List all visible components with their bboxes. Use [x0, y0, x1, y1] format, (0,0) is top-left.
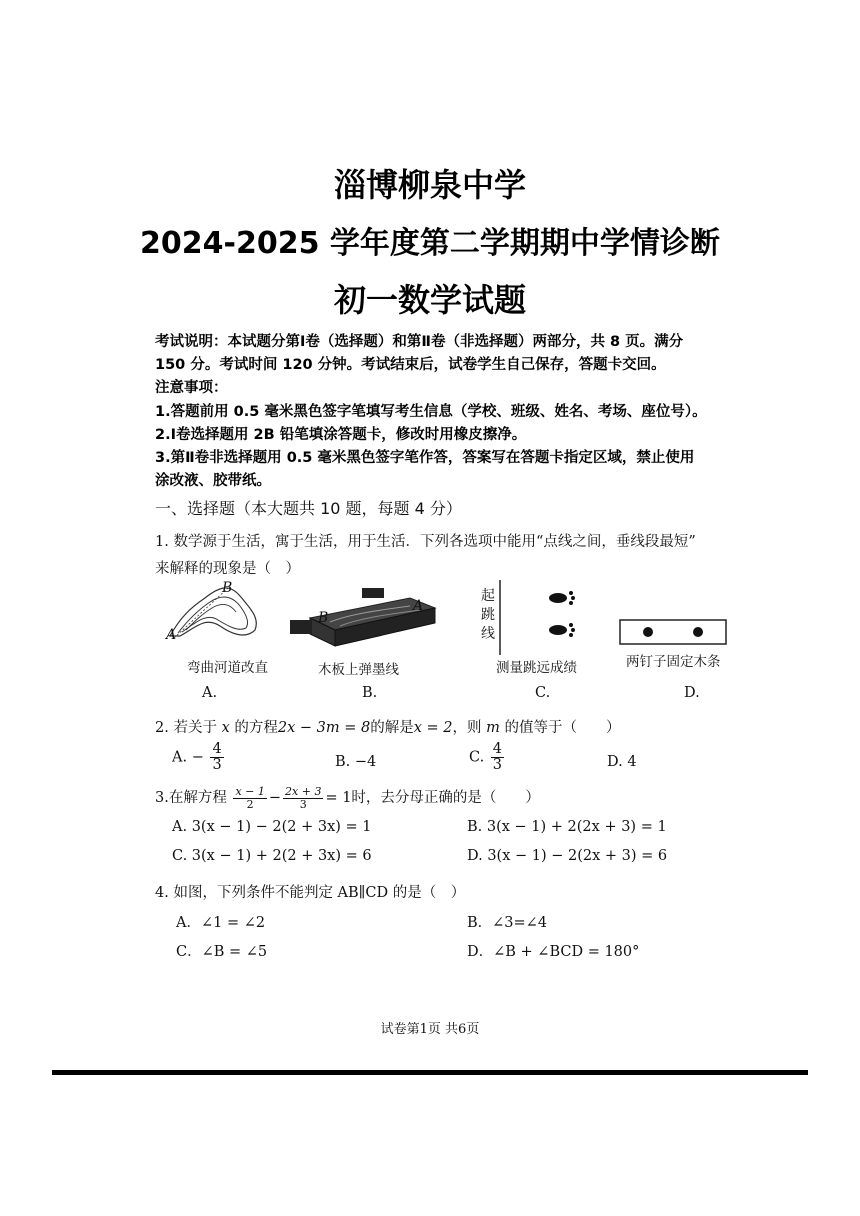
- q2-equation: 2x − 3m = 8: [277, 720, 371, 736]
- school-title: 淄博柳泉中学: [333, 166, 526, 204]
- notes-heading: 注意事项：: [155, 380, 228, 396]
- q3-f2-den: 3: [299, 797, 307, 811]
- q2-option-a-fraction: [210, 742, 223, 773]
- q3-fraction-2: [283, 786, 323, 810]
- q4-stem: 4. 如图，下列条件不能判定 AB∥CD 的是（ ）: [155, 885, 466, 901]
- q4-option-c: C．∠B = ∠5: [176, 944, 268, 960]
- q2-mid2: 的解是: [370, 720, 414, 736]
- q2-option-c-label: C.: [469, 749, 485, 766]
- q2-mid: 的方程: [234, 720, 278, 736]
- q2-option-d: D. 4: [607, 754, 637, 770]
- q1-stem-line1: 1. 数学源于生活，寓于生活，用于生活．下列各选项中能用“点线之间，垂线段最短”: [155, 534, 696, 550]
- q2-prefix: 2. 若关于: [155, 720, 217, 736]
- q1-option-d: D.: [684, 685, 700, 701]
- q3-f1-num: x − 1: [235, 785, 265, 798]
- q3-option-a: A. 3(x − 1) − 2(2 + 3x) = 1: [172, 819, 372, 835]
- river-label-b: B: [222, 580, 233, 596]
- q2-suffix: 的值等于（ ）: [504, 720, 621, 736]
- jump-char-2: 跳: [481, 607, 495, 623]
- q3-stem: [155, 786, 540, 810]
- river-label-a: A: [166, 627, 177, 643]
- q2-option-a-sign: −: [191, 749, 204, 766]
- caption-a: 弯曲河道改直: [187, 660, 268, 676]
- term-title: 2024-2025 学年度第二学期期中学情诊断: [140, 226, 720, 261]
- note-item-1: 1.答题前用 0.5 毫米黑色签字笔填写考生信息（学校、班级、姓名、考场、座位号）。: [155, 404, 707, 420]
- exam-note-line1: 考试说明：本试题分第Ⅰ卷（选择题）和第Ⅱ卷（非选择题）两部分，共 8 页。满分: [155, 334, 684, 350]
- jump-char-3: 线: [481, 626, 495, 642]
- q3-fraction-1: [233, 786, 266, 810]
- q3-minus: −: [268, 790, 282, 807]
- page-footer: 试卷第1页 共6页: [380, 1022, 480, 1037]
- q2-option-b: B. −4: [335, 754, 377, 770]
- q2-option-c-fraction: [491, 742, 504, 773]
- nails-figure: [618, 618, 730, 648]
- q3-rhs: = 1时，去分母正确的是（ ）: [325, 790, 540, 807]
- q2-option-a-label: A.: [172, 749, 188, 766]
- q2-solution: x = 2: [413, 720, 453, 736]
- q3-option-c: C. 3(x − 1) + 2(2 + 3x) = 6: [172, 848, 372, 864]
- jump-char-1: 起: [481, 588, 495, 604]
- river-figure: [160, 578, 270, 653]
- q2-option-a: [172, 742, 226, 773]
- q2-option-c-den: 3: [492, 757, 503, 774]
- board-label-b: B: [318, 610, 329, 626]
- q4-option-b: B．∠3=∠4: [467, 915, 548, 931]
- caption-c: 测量跳远成绩: [496, 660, 577, 676]
- long-jump-figure: [496, 580, 596, 660]
- q2-var-x: x: [221, 720, 230, 736]
- q1-option-b: B.: [362, 685, 378, 701]
- q3-f2-num: 2x + 3: [285, 785, 322, 798]
- q1-option-c: C.: [535, 685, 551, 701]
- caption-d: 两钉子固定木条: [626, 654, 721, 670]
- section-1-title: 一、选择题（本大题共 10 题，每题 4 分）: [155, 499, 462, 518]
- q2-option-a-num: 4: [212, 741, 222, 757]
- q2-stem: [155, 716, 620, 737]
- q2-var-m: m: [486, 720, 500, 736]
- note-item-3b: 涂改液、胶带纸。: [155, 473, 271, 489]
- q2-mid3: ，则: [452, 720, 482, 736]
- exam-note-line2: 150 分。考试时间 120 分钟。考试结束后，试卷学生自己保存，答题卡交回。: [155, 357, 666, 373]
- q1-option-a: A.: [202, 685, 218, 701]
- q2-option-a-den: 3: [212, 757, 222, 774]
- q2-option-c: [469, 742, 506, 773]
- q4-option-d: D．∠B + ∠BCD = 180°: [467, 944, 640, 960]
- q3-prefix: 3.在解方程: [155, 790, 227, 807]
- q3-option-b: B. 3(x − 1) + 2(2x + 3) = 1: [467, 819, 667, 835]
- subject-title: 初一数学试题: [333, 281, 526, 319]
- q4-option-a: A．∠1 = ∠2: [176, 915, 266, 931]
- caption-b: 木板上弹墨线: [318, 662, 399, 678]
- q2-option-c-num: 4: [492, 741, 503, 757]
- note-item-3a: 3.第Ⅱ卷非选择题用 0.5 毫米黑色签字笔作答，答案写在答题卡指定区域，禁止使用: [155, 450, 695, 466]
- q1-stem-line2: 来解释的现象是（ ）: [155, 561, 300, 577]
- board-label-a: A: [413, 598, 424, 614]
- q3-f1-den: 2: [246, 797, 254, 811]
- note-item-2: 2.Ⅰ卷选择题用 2B 铅笔填涂答题卡，修改时用橡皮擦净。: [155, 427, 527, 443]
- bottom-rule: [52, 1070, 808, 1075]
- q3-option-d: D. 3(x − 1) − 2(2x + 3) = 6: [467, 848, 668, 864]
